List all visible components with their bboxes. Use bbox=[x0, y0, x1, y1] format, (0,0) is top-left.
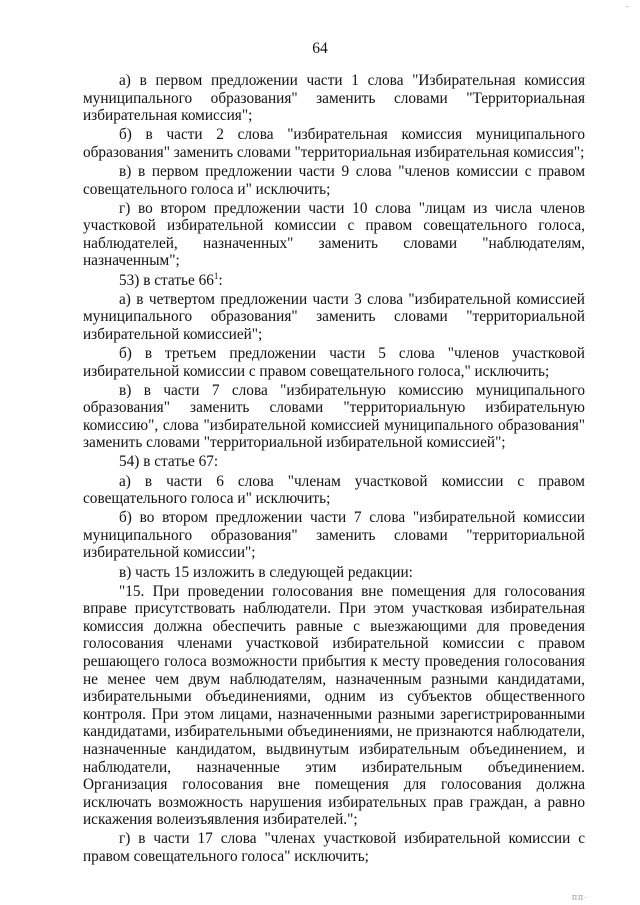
paragraph-1b: б) в части 2 слова "избирательная комиссия муниципального образования" заменить словами "территориальная избирательная комиссия"; bbox=[83, 126, 585, 161]
article-53-superscript: 1 bbox=[213, 270, 219, 281]
paragraph-54a: а) в части 6 слова "членам участковой комиссии с правом совещательного голоса и" исключить; bbox=[83, 472, 585, 508]
paragraph-53b: б) в третьем предложении части 5 слова "членов участковой избирательной комиссии с правом совещательного голоса," исключить; bbox=[83, 344, 585, 380]
paragraph-1a: а) в первом предложении части 1 слова "Избирательная комиссия муниципального образования" заменить словами "Территориальная избирательная комиссия"; bbox=[83, 72, 585, 125]
page-number: 64 bbox=[312, 40, 328, 57]
document-body bbox=[83, 72, 585, 867]
paragraph-54c: в) часть 15 изложить в следующей редакции: bbox=[119, 563, 413, 581]
paragraph-1d: г) во втором предложении части 10 слова "лицам из числа членов участковой избирательной комиссии с правом совещательного голоса, наблюдателей, назначенных" заменить словами "наблюдателям, назначенным"; bbox=[83, 199, 585, 270]
article-53-suffix: : bbox=[218, 271, 223, 289]
paragraph-54d: г) в части 17 слова "членах участковой избирательной комиссии с правом совещательного голоса" исключить; bbox=[83, 830, 585, 866]
footer-mark: ПП· bbox=[572, 894, 588, 902]
article-54-heading: 54) в статье 67: bbox=[119, 453, 219, 471]
paragraph-54c-quote: "15. При проведении голосования вне помещения для голосования вправе присутствовать наблюдатели. При этом участковая избирательная комиссия должна обеспечить равные с выезжающими для проведения голосования членами участковой избирательной комиссии с правом решающего голоса возможности прибытия к месту проведения голосования не менее чем двум наблюдателям, назначенным разными кандидатами, избирательными объединениями, одним из субъектов общественного контроля. При этом лицами, назначенными разными зарегистрированными кандидатами, избирательными объединениями, не признаются наблюдатели, назначенные кандидатом, выдвинутым избирательным объединением, и наблюдатели, назначенные этим избирательным объединением. Организация голосования вне помещения для голосования должна исключать возможность нарушения избирательных прав граждан, а равно искажения волеизъявления избирателей."; bbox=[83, 582, 585, 829]
corner-mark: - bbox=[626, 2, 629, 11]
paragraph-53c: в) в части 7 слова "избирательную комиссию муниципального образования" заменить словами "территориальную избирательную комиссию", слова "избирательной комиссией муниципального образования" заменить словами "территориальной избирательной комиссией"; bbox=[83, 381, 585, 452]
paragraph-53a: а) в четвертом предложении части 3 слова "избирательной комиссией муниципального образования" заменить словами "территориальной избирательной комиссией"; bbox=[83, 290, 585, 343]
article-53-heading bbox=[83, 272, 585, 290]
article-53-prefix: 53) в статье 66 bbox=[119, 271, 214, 289]
paragraph-1c: в) в первом предложении части 9 слова "членов комиссии с правом совещательного голоса и" исключить; bbox=[83, 162, 585, 198]
paragraph-54b: б) во втором предложении части 7 слова "избирательной комиссии муниципального образования" заменить словами "территориальной избирательной комиссии"; bbox=[83, 509, 585, 562]
